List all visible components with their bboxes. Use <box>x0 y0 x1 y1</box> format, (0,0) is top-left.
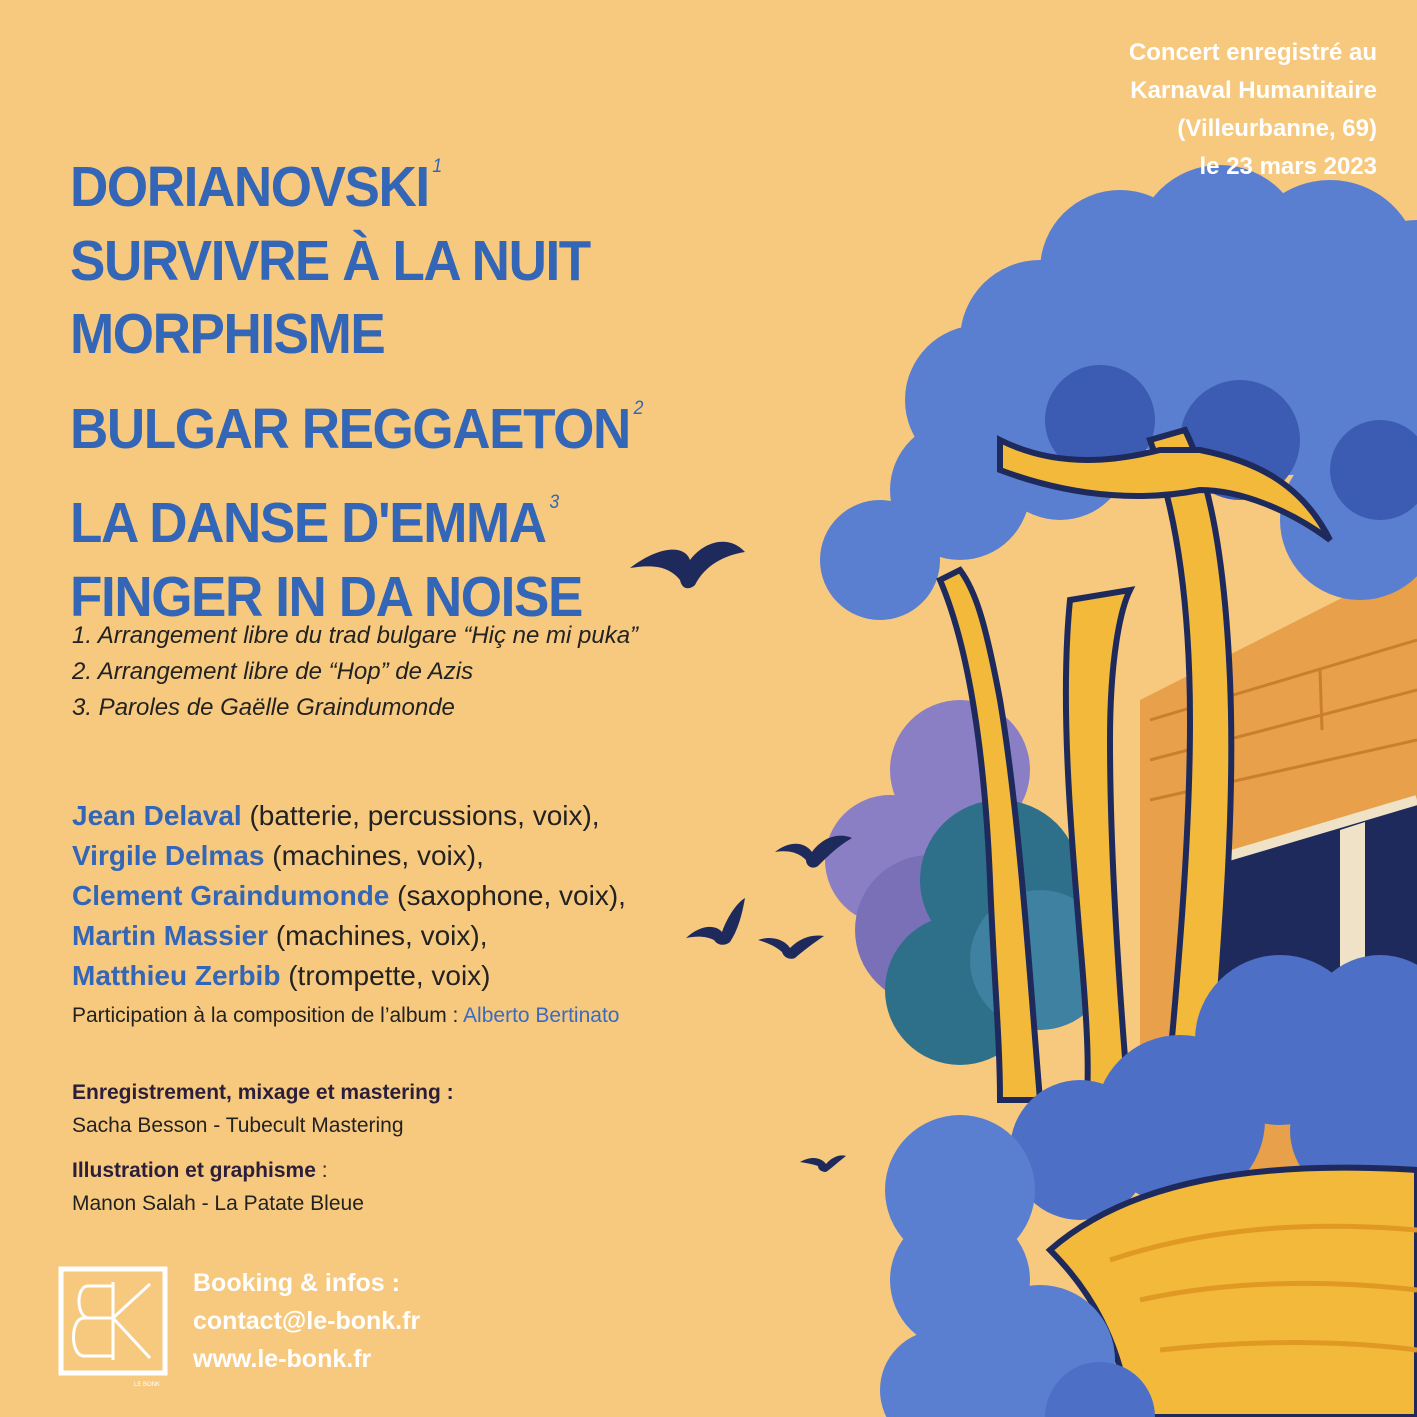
booking-info <box>193 1264 420 1378</box>
member-name: Virgile Delmas <box>72 840 265 871</box>
credit-label-line: Illustration et graphisme : <box>72 1159 328 1182</box>
credit-label: Enregistrement, mixage et mastering : <box>72 1081 454 1104</box>
track-title: DORIANOVSKI $^1$ <box>70 155 443 219</box>
le-bonk-logo <box>58 1266 168 1376</box>
track-title: SURVIVRE À LA NUIT <box>70 228 590 293</box>
member-line <box>72 876 626 916</box>
member-role: (saxophone, voix), <box>389 880 626 911</box>
member-name: Clement Graindumonde <box>72 880 390 911</box>
booking-title: Booking & infos : <box>193 1269 400 1297</box>
track-title: LA DANSE D'EMMA $^3$ <box>70 491 560 555</box>
member-name: Matthieu Zerbib <box>72 960 281 991</box>
member-line <box>72 916 626 956</box>
track-title: MORPHISME <box>70 302 385 366</box>
band-members <box>72 796 626 996</box>
credit-value: Sacha Besson - Tubecult Mastering <box>72 1114 404 1137</box>
member-name: Martin Massier <box>72 920 269 951</box>
member-line <box>72 956 626 996</box>
venue-info <box>957 34 1377 186</box>
venue-date: le 23 mars 2023 <box>1199 153 1377 180</box>
member-role: (trompette, voix) <box>280 960 491 991</box>
venue-line: Karnaval Humanitaire <box>1130 77 1377 104</box>
participation-credit: Participation à la composition de l’album : Alberto Bertinato <box>72 1004 620 1027</box>
member-role: (machines, voix), <box>264 840 484 871</box>
bird-icon <box>758 936 824 959</box>
bird-icon <box>686 898 745 945</box>
footnote-marker: 1 <box>432 156 443 177</box>
member-role: (machines, voix), <box>268 920 488 951</box>
birds <box>630 542 852 1172</box>
booking-website-link[interactable]: www.le-bonk.fr <box>193 1345 372 1373</box>
footnotes <box>72 618 638 726</box>
logo-caption: LE BONK <box>134 1382 161 1388</box>
member-name: Jean Delaval <box>72 800 242 831</box>
illustration-credit <box>72 1154 364 1220</box>
member-line <box>72 836 626 876</box>
footnote-marker: 3 <box>549 492 560 513</box>
member-role: (batterie, percussions, voix), <box>241 800 600 831</box>
footnote-marker: 2 <box>633 397 644 419</box>
track-title: BULGAR REGGAETON $^2$ <box>70 396 644 461</box>
footnote: 1. Arrangement libre du trad bulgare “Hiç ne mi puka” <box>72 622 639 649</box>
participant-name: Alberto Bertinato <box>463 1004 620 1027</box>
bird-icon <box>800 1155 846 1172</box>
track-list <box>70 130 687 634</box>
member-line <box>72 796 626 836</box>
footnote: 2. Arrangement libre de “Hop” de Azis <box>72 658 474 685</box>
credit-value: Manon Salah - La Patate Bleue <box>72 1192 364 1215</box>
venue-line: Concert enregistré au <box>1128 39 1377 66</box>
track-title: FINGER IN DA NOISE <box>70 564 582 629</box>
footnote: 3. Paroles de Gaëlle Graindumonde <box>72 694 455 721</box>
credit-label: Illustration et graphisme <box>72 1159 316 1182</box>
recording-credit <box>72 1076 454 1142</box>
booking-email-link[interactable]: contact@le-bonk.fr <box>193 1307 421 1335</box>
venue-line: (Villeurbanne, 69) <box>1177 115 1377 142</box>
